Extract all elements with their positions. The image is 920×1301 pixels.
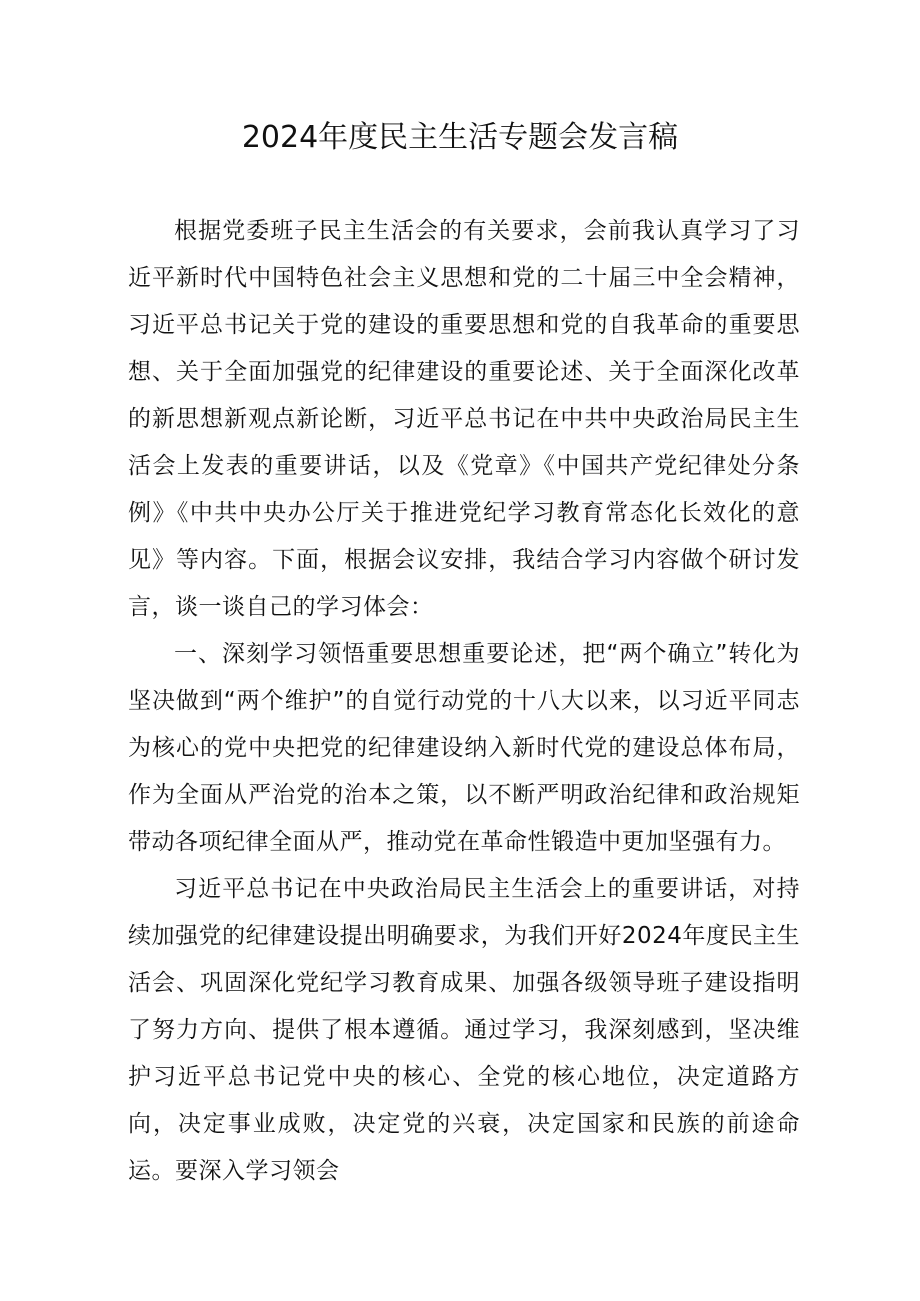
document-title: 2024年度民主生活专题会发言稿 — [241, 120, 679, 155]
paragraph-intro: 根据党委班子民主生活会的有关要求，会前我认真学习了习近平新时代中国特色社会主义思想和党的二十届三中全会精神，习近平总书记关于党的建设的重要思想和党的自我革命的重要思想、关于全面加强党的纪律建设的重要论述、关于全面深化改革的新思想新观点新论断，习近平总书记在中共中央政治局民主生活会上发表的重要讲话，以及《党章》《中国共产党纪律处分条例》《中共中央办公厅关于推进党纪学习教育常态化长效化的意见》等内容。下面，根据会议安排，我结合学习内容做个研讨发言，谈一谈自己的学习体会： — [128, 218, 800, 620]
document-body — [128, 208, 800, 1195]
paragraph-speech-learning: 习近平总书记在中央政治局民主生活会上的重要讲话，对持续加强党的纪律建设提出明确要求，为我们开好2024年度民主生活会、巩固深化党纪学习教育成果、加强各级领导班子建设指明了努力方向、提供了根本遵循。通过学习，我深刻感到，坚决维护习近平总书记党中央的核心、全党的核心地位，决定道路方向，决定事业成败，决定党的兴衰，决定国家和民族的前途命运。要深入学习领会 — [128, 876, 800, 1184]
paragraph-section-one: 一、深刻学习领悟重要思想重要论述，把“两个确立”转化为坚决做到“两个维护”的自觉行动党的十八大以来，以习近平同志为核心的党中央把党的纪律建设纳入新时代党的建设总体布局，作为全面从严治党的治本之策，以不断严明政治纪律和政治规矩带动各项纪律全面从严，推动党在革命性锻造中更加坚强有力。 — [128, 641, 800, 855]
